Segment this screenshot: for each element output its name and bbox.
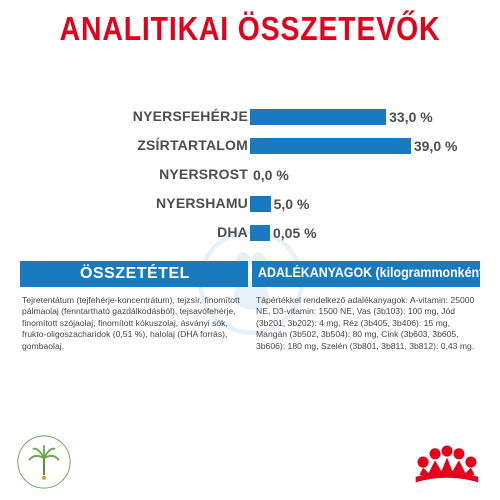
chart-bar — [250, 138, 411, 154]
chart-category-label: NYERSROST — [159, 166, 248, 182]
chart-value-label: 39,0 % — [413, 138, 458, 154]
chart-row — [0, 105, 500, 131]
chart-category-label: DHA — [217, 224, 248, 240]
chart-row — [0, 134, 500, 160]
chart-bar — [250, 109, 386, 125]
chart-row — [0, 163, 500, 189]
chart-category-label: NYERSFEHÉRJE — [132, 108, 248, 124]
chart-category-label: ZSÍRTARTALOM — [137, 137, 248, 153]
chart-value-label: 5,0 % — [273, 196, 310, 212]
additives-heading: ADALÉKANYAGOK (kilogrammonként) — [258, 265, 488, 280]
chart-value-label: 0,05 % — [273, 225, 317, 241]
additives-text: Tápértékkel rendelkező adalékanyagok: A-vitamin: 25000 NE, D3-vitamin: 1500 NE, Vas (3b103): 100 mg, Jód (3b201, 3b202): 4 mg, Réz (3b405, 3b406): 15 mg, Mangán (3b502, 3b504): 80 mg, Cink (3b603, 3b605, 3b606): 180 mg, Szelén (3b801, 3b811, 3b812): 0,43 mg. — [256, 295, 475, 351]
royal-canin-logo-icon — [410, 440, 484, 486]
ingredients-heading: ÖSSZETÉTEL — [80, 265, 190, 282]
chart-bar — [250, 196, 271, 212]
chart-value-label: 33,0 % — [389, 109, 433, 125]
chart-row — [0, 192, 500, 218]
chart-category-label: NYERSHAMU — [155, 195, 248, 211]
chart-value-label: 0,0 % — [253, 167, 289, 183]
rspo-logo-icon — [16, 434, 72, 490]
ingredients-text: Tejretentátum (tejfehérje-koncentrátum), tejzsír, finomított pálmaolaj (fenntartható gazdálkodásból), tejsavófehérje, finomított szójaolaj, finomított kókuszolaj, ásványi sók, frukto-oligoszacharidok (0,51 %), halolaj (DHA forrás), gombaolaj. — [22, 295, 240, 351]
page-title: ANALITIKAI ÖSSZETEVŐK — [59, 10, 441, 47]
